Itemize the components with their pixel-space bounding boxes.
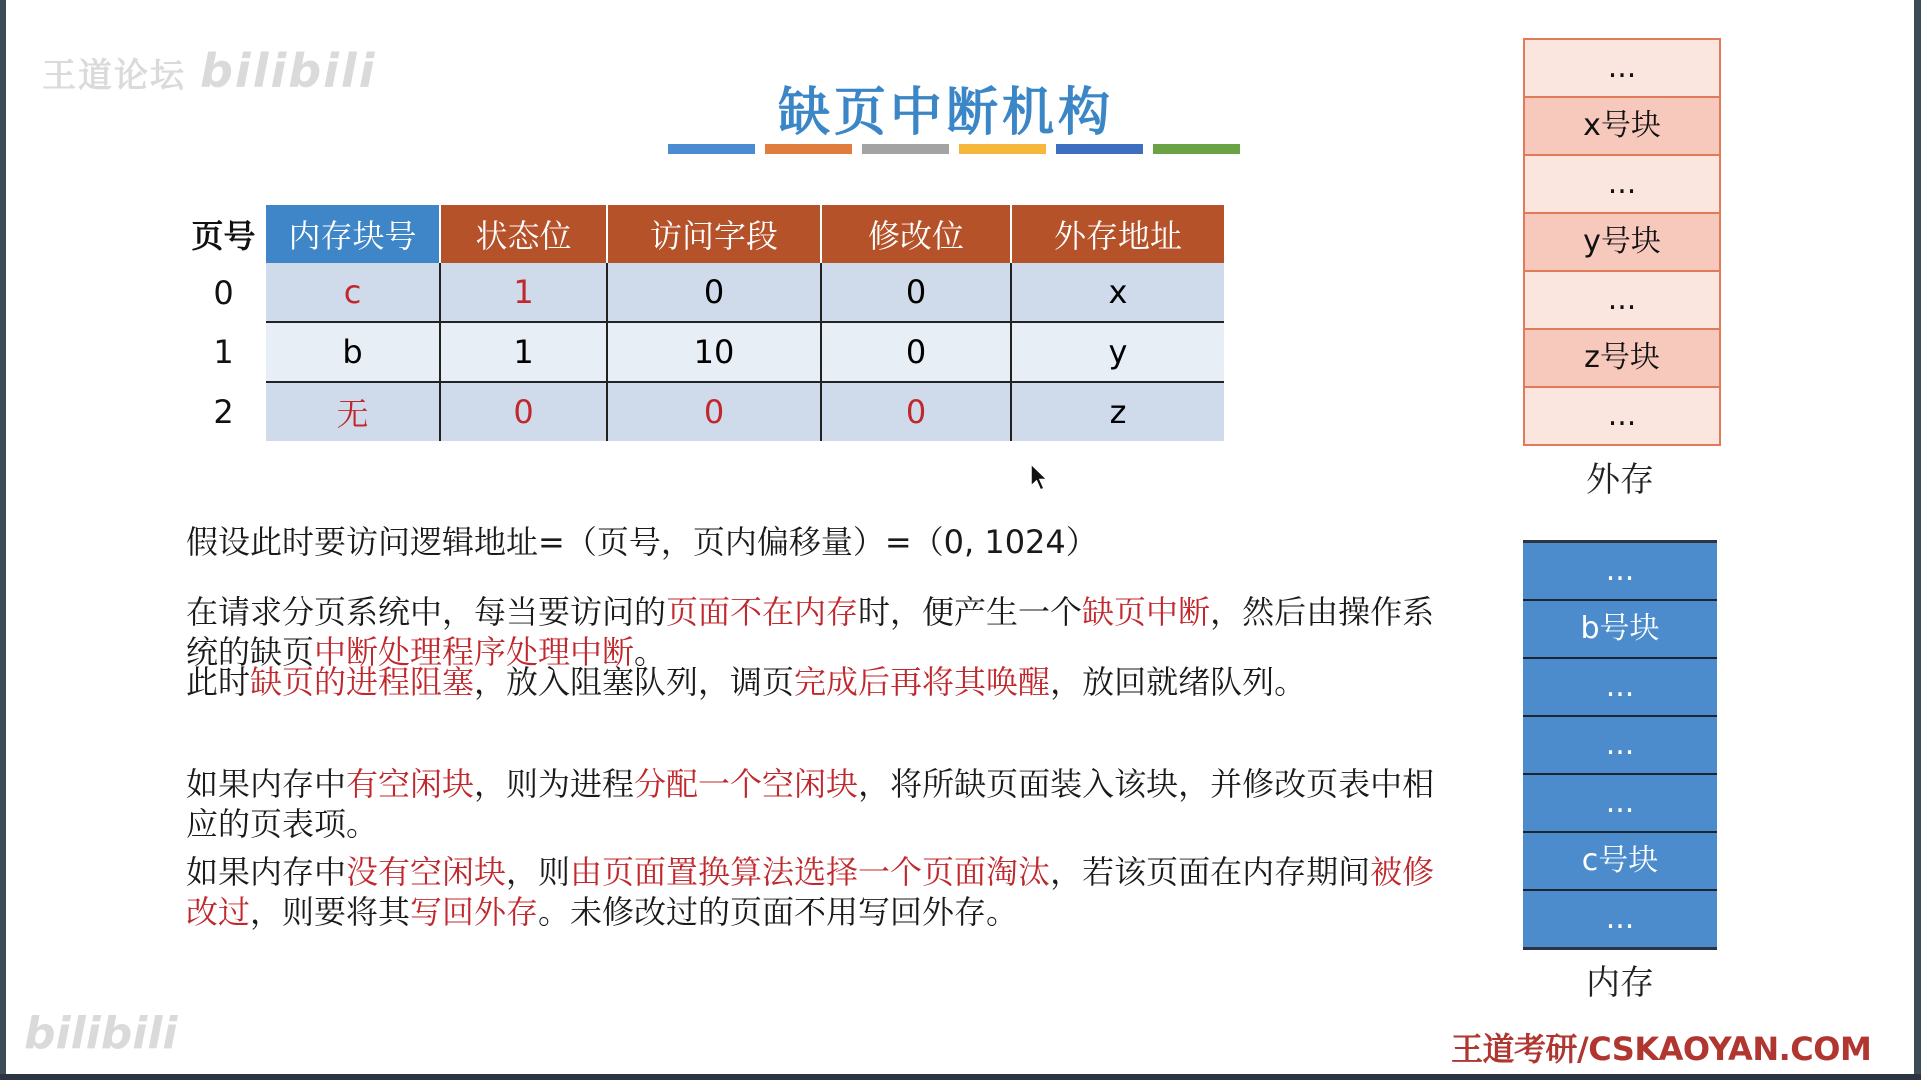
colorbar-segment: [959, 144, 1046, 154]
colorbar-segment: [862, 144, 949, 154]
disk-cell-x-block: x号块: [1525, 98, 1719, 156]
slide: [6, 0, 1914, 1074]
table-row: [181, 382, 1224, 441]
modified-bit-cell: 0: [821, 263, 1011, 322]
highlight-segment: 缺页的进程阻塞: [250, 663, 475, 701]
modified-bit-cell: 0: [821, 322, 1011, 382]
frame-number-cell: b: [266, 322, 440, 382]
text-segment: ，然后由操作系统的缺页: [186, 593, 1435, 671]
memory-label: 内存: [1586, 963, 1654, 1003]
valid-bit-cell: 1: [440, 322, 607, 382]
memory-cell-c-block: c号块: [1523, 833, 1717, 891]
text-segment: ，则: [506, 853, 571, 891]
colorbar-segment: [765, 144, 852, 154]
highlight-segment: 没有空闲块: [346, 853, 507, 891]
disk-label: 外存: [1586, 460, 1654, 500]
valid-bit-cell: 1: [440, 263, 607, 322]
disk-address-cell: y: [1011, 322, 1224, 382]
paragraph-process-block: [186, 662, 1436, 702]
watermark-bottom-logo: bilibili: [24, 1008, 178, 1059]
header-modified-bit: 修改位: [821, 205, 1011, 263]
disk-cell-y-block: y号块: [1525, 214, 1719, 272]
memory-column: [1523, 540, 1717, 950]
highlight-segment: 页面不在内存: [666, 593, 859, 631]
text-segment: ，则为进程: [474, 765, 635, 803]
title-colorbar: [668, 144, 1240, 154]
highlight-segment: 由页面置换算法选择一个页面淘汰: [570, 853, 1051, 891]
mouse-pointer-icon: [1029, 462, 1051, 492]
text-segment: 此时: [186, 663, 251, 701]
paragraph-free-block: [186, 764, 1436, 844]
page-table-header-row: [181, 205, 1224, 263]
page-number: 1: [181, 322, 266, 382]
header-valid-bit: 状态位: [440, 205, 607, 263]
page-table: [181, 205, 1224, 441]
colorbar-segment: [1153, 144, 1240, 154]
text-segment: ，将所缺页面装入该块，并修改页表中相应的页表项。: [186, 765, 1435, 843]
highlight-segment: 分配一个空闲块: [634, 765, 859, 803]
memory-cell: ...: [1605, 901, 1635, 936]
text-segment: 如果内存中: [186, 765, 347, 803]
text-segment: 在请求分页系统中，每当要访问的: [186, 593, 667, 631]
text-segment: ，放入阻塞队列，调页: [474, 663, 795, 701]
modified-bit-cell: 0: [821, 382, 1011, 441]
text-segment: ，放回就绪队列。: [1050, 663, 1307, 701]
valid-bit-cell: 0: [440, 382, 607, 441]
memory-cell: ...: [1523, 717, 1717, 775]
slide-title: 缺页中断机构: [777, 83, 1114, 143]
header-access-field: 访问字段: [607, 205, 821, 263]
bilibili-logo: bilibili: [200, 44, 377, 98]
paragraph-logical-address: 假设此时要访问逻辑地址=（页号，页内偏移量）=（0, 1024）: [186, 523, 1098, 561]
header-frame-number: 内存块号: [266, 205, 440, 263]
memory-cell: ...: [1523, 775, 1717, 833]
window-bottom-edge: [0, 1074, 1921, 1080]
text-segment: ，若该页面在内存期间: [1050, 853, 1371, 891]
frame-number-cell: c: [266, 263, 440, 322]
footer-brand: 王道考研/CSKAOYAN.COM: [1451, 1030, 1872, 1068]
highlight-segment: 中断处理程序处理中断: [314, 633, 635, 671]
disk-address-cell: x: [1011, 263, 1224, 322]
access-field-cell: 0: [607, 382, 821, 441]
page-number: 0: [181, 263, 266, 322]
watermark-text: 王道论坛: [42, 56, 186, 96]
highlight-segment: 被修改过: [186, 853, 1435, 931]
highlight-segment: 有空闲块: [346, 765, 475, 803]
text-segment: 。: [634, 633, 667, 671]
table-row: [181, 263, 1224, 322]
disk-cell: ...: [1525, 388, 1719, 444]
memory-cell: ...: [1523, 659, 1717, 717]
disk-cell: ...: [1525, 272, 1719, 330]
text-segment: 时，便产生一个: [858, 593, 1083, 631]
memory-cell-b-block: b号块: [1523, 601, 1717, 659]
memory-cell: ...: [1523, 543, 1717, 601]
access-field-cell: 0: [607, 263, 821, 322]
disk-cell: ...: [1525, 40, 1719, 98]
disk-column: [1523, 38, 1721, 446]
disk-cell: ...: [1525, 156, 1719, 214]
paragraph-page-fault: [186, 592, 1436, 672]
text-segment: 。未修改过的页面不用写回外存。: [538, 893, 1019, 931]
colorbar-segment: [1056, 144, 1143, 154]
highlight-segment: 完成后再将其唤醒: [794, 663, 1051, 701]
colorbar-segment: [668, 144, 755, 154]
header-disk-address: 外存地址: [1011, 205, 1224, 263]
disk-cell-z-block: z号块: [1525, 330, 1719, 388]
page-number: 2: [181, 382, 266, 441]
table-row: [181, 322, 1224, 382]
access-field-cell: 10: [607, 322, 821, 382]
text-segment: 如果内存中: [186, 853, 347, 891]
highlight-segment: 写回外存: [410, 893, 539, 931]
text-segment: ，则要将其: [250, 893, 411, 931]
disk-address-cell: z: [1011, 382, 1224, 441]
frame-number-cell: 无: [266, 382, 440, 441]
paragraph-no-free-block: [186, 852, 1436, 932]
page-number-header: 页号: [181, 205, 266, 263]
highlight-segment: 缺页中断: [1082, 593, 1211, 631]
